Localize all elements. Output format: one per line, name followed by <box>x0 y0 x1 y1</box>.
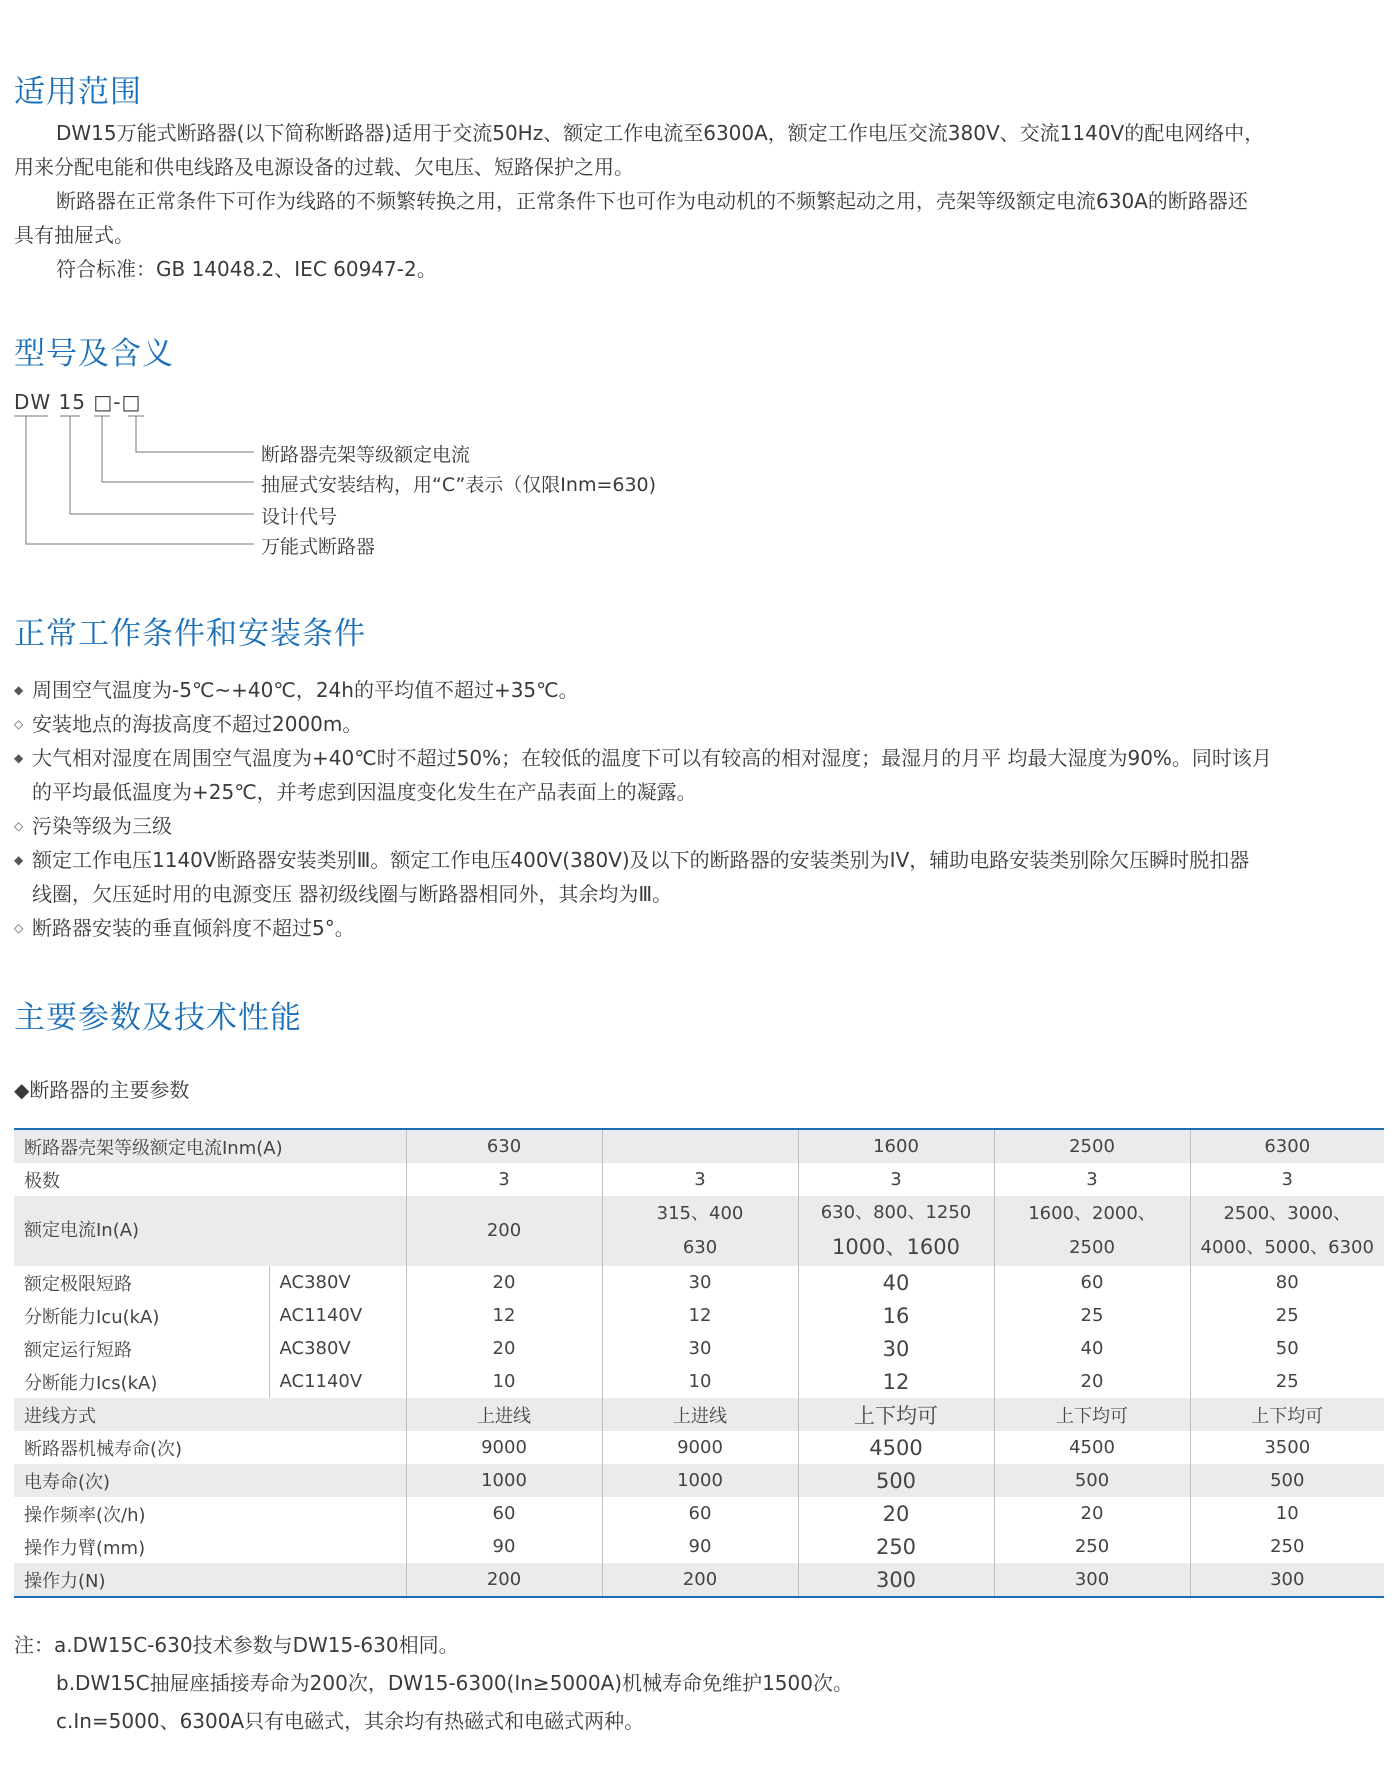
diamond-icon: ◆ <box>14 853 24 867</box>
table-row: 进线方式 上进线 上进线 上下均可 上下均可 上下均可 <box>14 1398 1384 1431</box>
condition-item: ◇ 安装地点的海拔高度不超过2000m。 <box>14 707 362 741</box>
section-title-model: 型号及含义 <box>14 336 174 372</box>
table-row: 操作力(N) 200 200 300 300 300 <box>14 1563 1384 1597</box>
section-title-conditions: 正常工作条件和安装条件 <box>14 616 366 652</box>
section-title-scope: 适用范围 <box>14 74 142 110</box>
table-row: 额定极限短路 AC380V 20 30 40 60 80 <box>14 1266 1384 1299</box>
table-note-a: 注：a.DW15C-630技术参数与DW15-630相同。 <box>14 1633 459 1657</box>
model-code: DW 15 □-□ <box>14 390 142 414</box>
model-bracket-diagram <box>14 410 274 560</box>
diamond-outline-icon: ◇ <box>14 921 24 935</box>
condition-item: ◇ 断路器安装的垂直倾斜度不超过5°。 <box>14 911 355 945</box>
condition-item: ◆ 额定工作电压1140V断路器安装类别Ⅲ。额定工作电压400V(380V)及以下的断路器的安装类别为IV，辅助电路安装类别除欠压瞬时脱扣器 线圈，欠压延时用的电源变压 器初级线圈与断路器相同外，其余均为Ⅲ。 <box>14 843 1249 911</box>
table-row: 额定运行短路 AC380V 20 30 30 40 50 <box>14 1332 1384 1365</box>
table-note-c: c.In=5000、6300A只有电磁式，其余均有热磁式和电磁式两种。 <box>56 1709 645 1733</box>
diamond-icon: ◆ <box>14 683 24 697</box>
section-title-params: 主要参数及技术性能 <box>14 1000 302 1036</box>
model-label-breaker-type: 万能式断路器 <box>261 536 376 558</box>
table-row: 极数 3 3 3 3 3 <box>14 1163 1384 1196</box>
table-row: 分断能力Ics(kA) AC1140V 10 10 12 20 25 <box>14 1365 1384 1398</box>
table-row: 操作力臂(mm) 90 90 250 250 250 <box>14 1530 1384 1563</box>
condition-item: ◇ 污染等级为三级 <box>14 809 172 843</box>
params-table <box>14 1128 1384 1598</box>
table-row: 断路器壳架等级额定电流Inm(A) 630 1600 2500 6300 <box>14 1129 1384 1163</box>
model-label-frame-current: 断路器壳架等级额定电流 <box>261 444 471 466</box>
scope-para1-line2: 用来分配电能和供电线路及电源设备的过载、欠电压、短路保护之用。 <box>14 155 634 179</box>
table-row: 操作频率(次/h) 60 60 20 20 10 <box>14 1497 1384 1530</box>
diamond-outline-icon: ◇ <box>14 819 24 833</box>
diamond-outline-icon: ◇ <box>14 717 24 731</box>
scope-para2-line1: 断路器在正常条件下可作为线路的不频繁转换之用，正常条件下也可作为电动机的不频繁起动之用，壳架等级额定电流630A的断路器还 <box>56 189 1248 213</box>
table-row: 额定电流In(A) 200 315、400 630 630、800、1250 1000、1600 1600、2000、 2500 2500、3000、 4000、5000、6300 <box>14 1196 1384 1266</box>
diamond-icon: ◆ <box>14 751 24 765</box>
table-row: 分断能力Icu(kA) AC1140V 12 12 16 25 25 <box>14 1299 1384 1332</box>
condition-item: ◆ 大气相对湿度在周围空气温度为+40℃时不超过50%；在较低的温度下可以有较高的相对湿度；最湿月的月平 均最大湿度为90%。同时该月 的平均最低温度为+25℃，并考虑到因温度变化发生在产品表面上的凝露。 <box>14 741 1272 809</box>
model-label-design-code: 设计代号 <box>261 506 338 528</box>
model-label-drawer: 抽屉式安装结构，用“C”表示（仅限Inm=630) <box>261 474 657 496</box>
table-row: 电寿命(次) 1000 1000 500 500 500 <box>14 1464 1384 1497</box>
table-row: 断路器机械寿命(次) 9000 9000 4500 4500 3500 <box>14 1431 1384 1464</box>
params-subtitle: ◆断路器的主要参数 <box>14 1078 190 1102</box>
scope-para3: 符合标准：GB 14048.2、IEC 60947-2。 <box>56 257 437 281</box>
scope-para1-line1: DW15万能式断路器(以下简称断路器)适用于交流50Hz、额定工作电流至6300A，额定工作电压交流380V、交流1140V的配电网络中， <box>56 121 1265 145</box>
scope-para2-line2: 具有抽屉式。 <box>14 223 134 247</box>
condition-item: ◆ 周围空气温度为-5℃~+40℃，24h的平均值不超过+35℃。 <box>14 673 579 707</box>
table-note-b: b.DW15C抽屉座插接寿命为200次，DW15-6300(In≥5000A)机械寿命免维护1500次。 <box>56 1671 853 1695</box>
